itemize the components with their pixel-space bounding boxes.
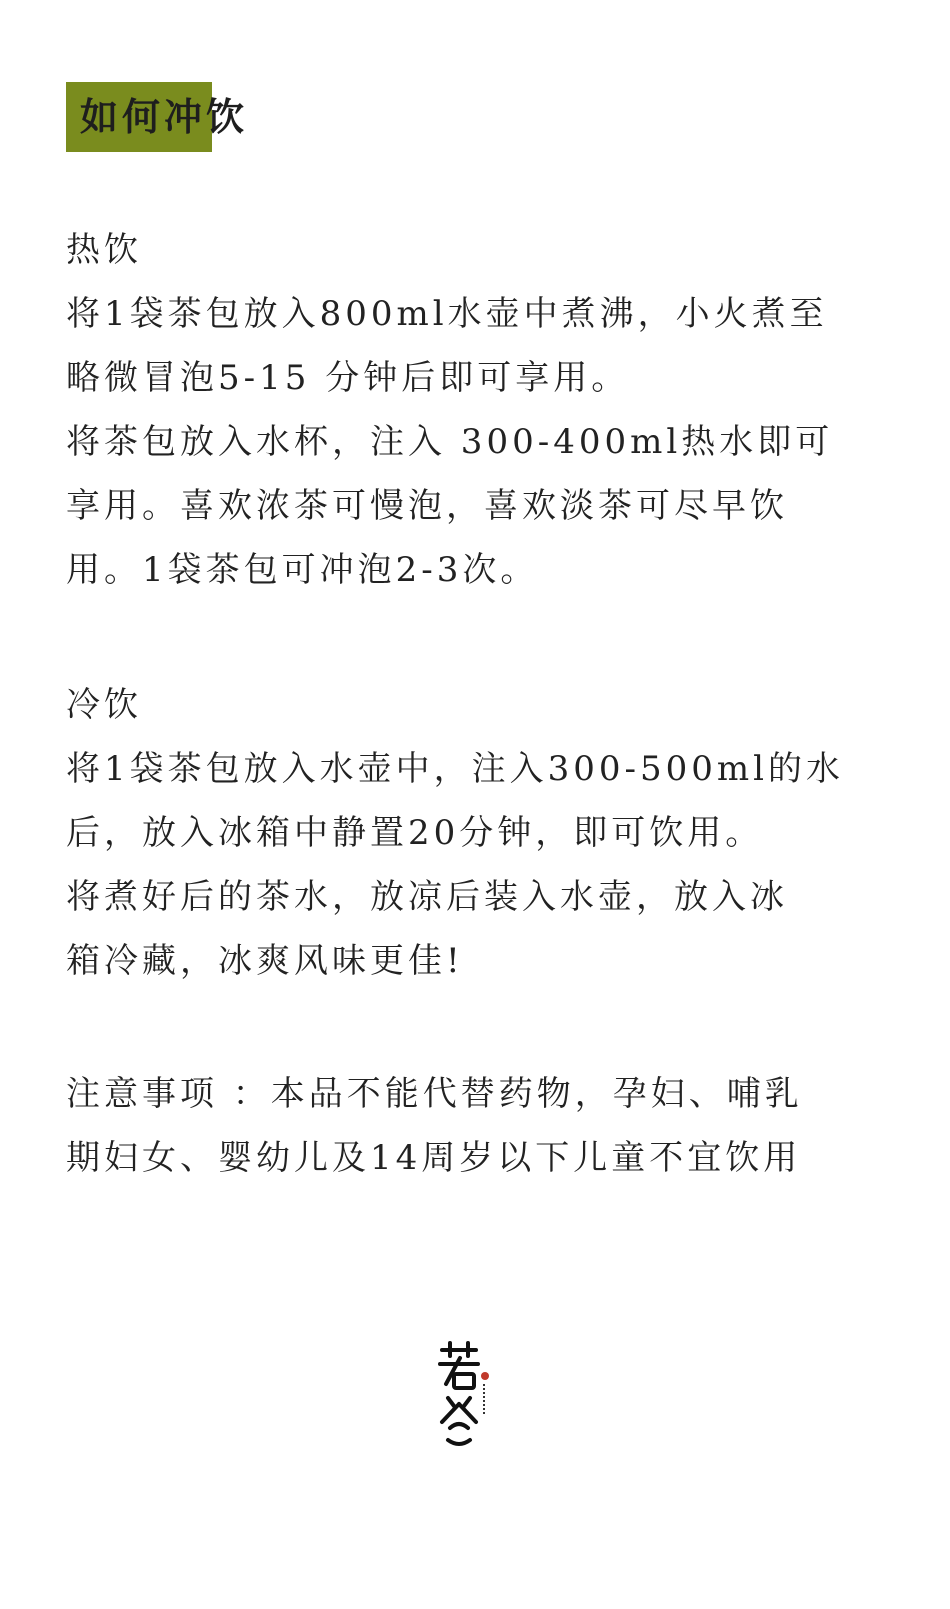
hot-drink-section [66,218,886,602]
cold-drink-section [66,673,886,993]
brand-logo [436,1340,496,1450]
hot-line: 将茶包放入水杯，注入 300-400ml热水即可 [66,422,834,462]
cold-line: 将煮好后的茶水，放凉后装入水壶，放入冰 [66,877,788,917]
hot-line: 享用。喜欢浓茶可慢泡，喜欢淡茶可尽早饮 [66,486,788,526]
hot-line: 略微冒泡5-15 分钟后即可享用。 [66,358,630,398]
brand-logo-icon [436,1340,496,1450]
cold-line: 箱冷藏，冰爽风味更佳! [66,941,464,981]
hot-line: 用。1袋茶包可冲泡2-3次。 [66,550,539,590]
cold-heading: 冷饮 [66,685,142,725]
notice-line: 期妇女、婴幼儿及14周岁以下儿童不宜饮用 [66,1138,802,1178]
cold-line: 将1袋茶包放入水壶中，注入300-500ml的水 [66,749,845,789]
hot-line: 将1袋茶包放入800ml水壶中煮沸，小火煮至 [66,294,828,334]
cold-line: 后，放入冰箱中静置20分钟，即可饮用。 [66,813,764,853]
page-title [66,82,248,152]
title-text: 如何冲饮 [80,94,249,139]
notice-section [66,1062,886,1190]
hot-heading: 热饮 [66,230,142,270]
notice-line: 注意事项 ：本品不能代替药物，孕妇、哺乳 [66,1074,803,1114]
